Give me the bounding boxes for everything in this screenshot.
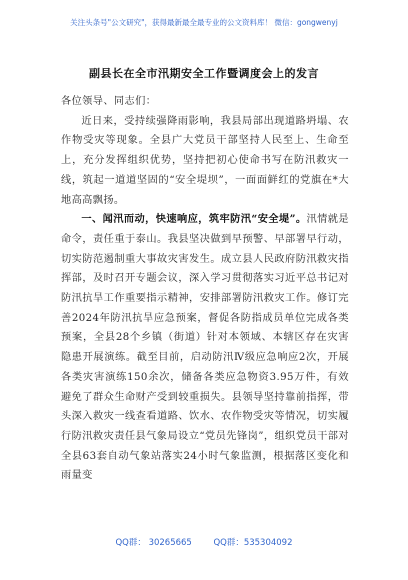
- section-1-paragraph: [61, 210, 349, 486]
- page-title: 副县长在全市汛期安全工作暨调度会上的发言: [89, 67, 319, 80]
- document-body: [61, 92, 349, 486]
- section-1-text: 汛情就是命令，责任重于泰山。我县坚决做到早预警、早部署早行动，切实防范遏制重大事故灾害发生。成立县人民政府防汛救灾指挥部，及时召开专题会议，深入学习贯彻落实习近平总书记对防汛抗旱工作重要指示精神，安排部署防汛救灾工作。修订完善2024年防汛抗旱应急预案，督促各防指成员单位完成各类预案，全县28个乡镇（街道）针对本领域、本辖区存在灾害隐患开展演练。截至目前，启动防汛Ⅳ级应急响应2次，开展各类灾害演练150余次，储备各类应急物资3.95万件，有效避免了群众生命财产受到较重损失。县领导坚持靠前指挥，带头深入救灾一线查看道路、饮水、农作物受灾等情况，切实履行防汛救灾责任县气象局设立“党员先锋岗”，组织党员干部对全县63套自动气象站落实24小时气象监测，根据落区变化和雨量变: [61, 214, 349, 482]
- qq-group-footer: QQ群： 30265665 QQ群：535304092: [115, 538, 293, 548]
- section-1-heading: 一、闻汛而动，快速响应，筑牢防汛“安全堤”。: [81, 213, 307, 226]
- promo-banner: 关注头条号"公文研究"，获得最新最全最专业的公文资料库！ 微信：gongwenyj: [70, 18, 338, 27]
- intro-paragraph: 近日来，受持续强降雨影响，我县局部出现道路坍塌、农作物受灾等现象。全县广大党员干部坚持人民至上、生命至上，充分发挥组织优势，坚持把初心使命书写在防汛救灾一线，筑起一道道坚固的“安全堤坝”，一面面鲜红的党旗在*大地高高飘扬。: [61, 115, 349, 206]
- salutation: 各位领导、同志们：: [61, 96, 157, 107]
